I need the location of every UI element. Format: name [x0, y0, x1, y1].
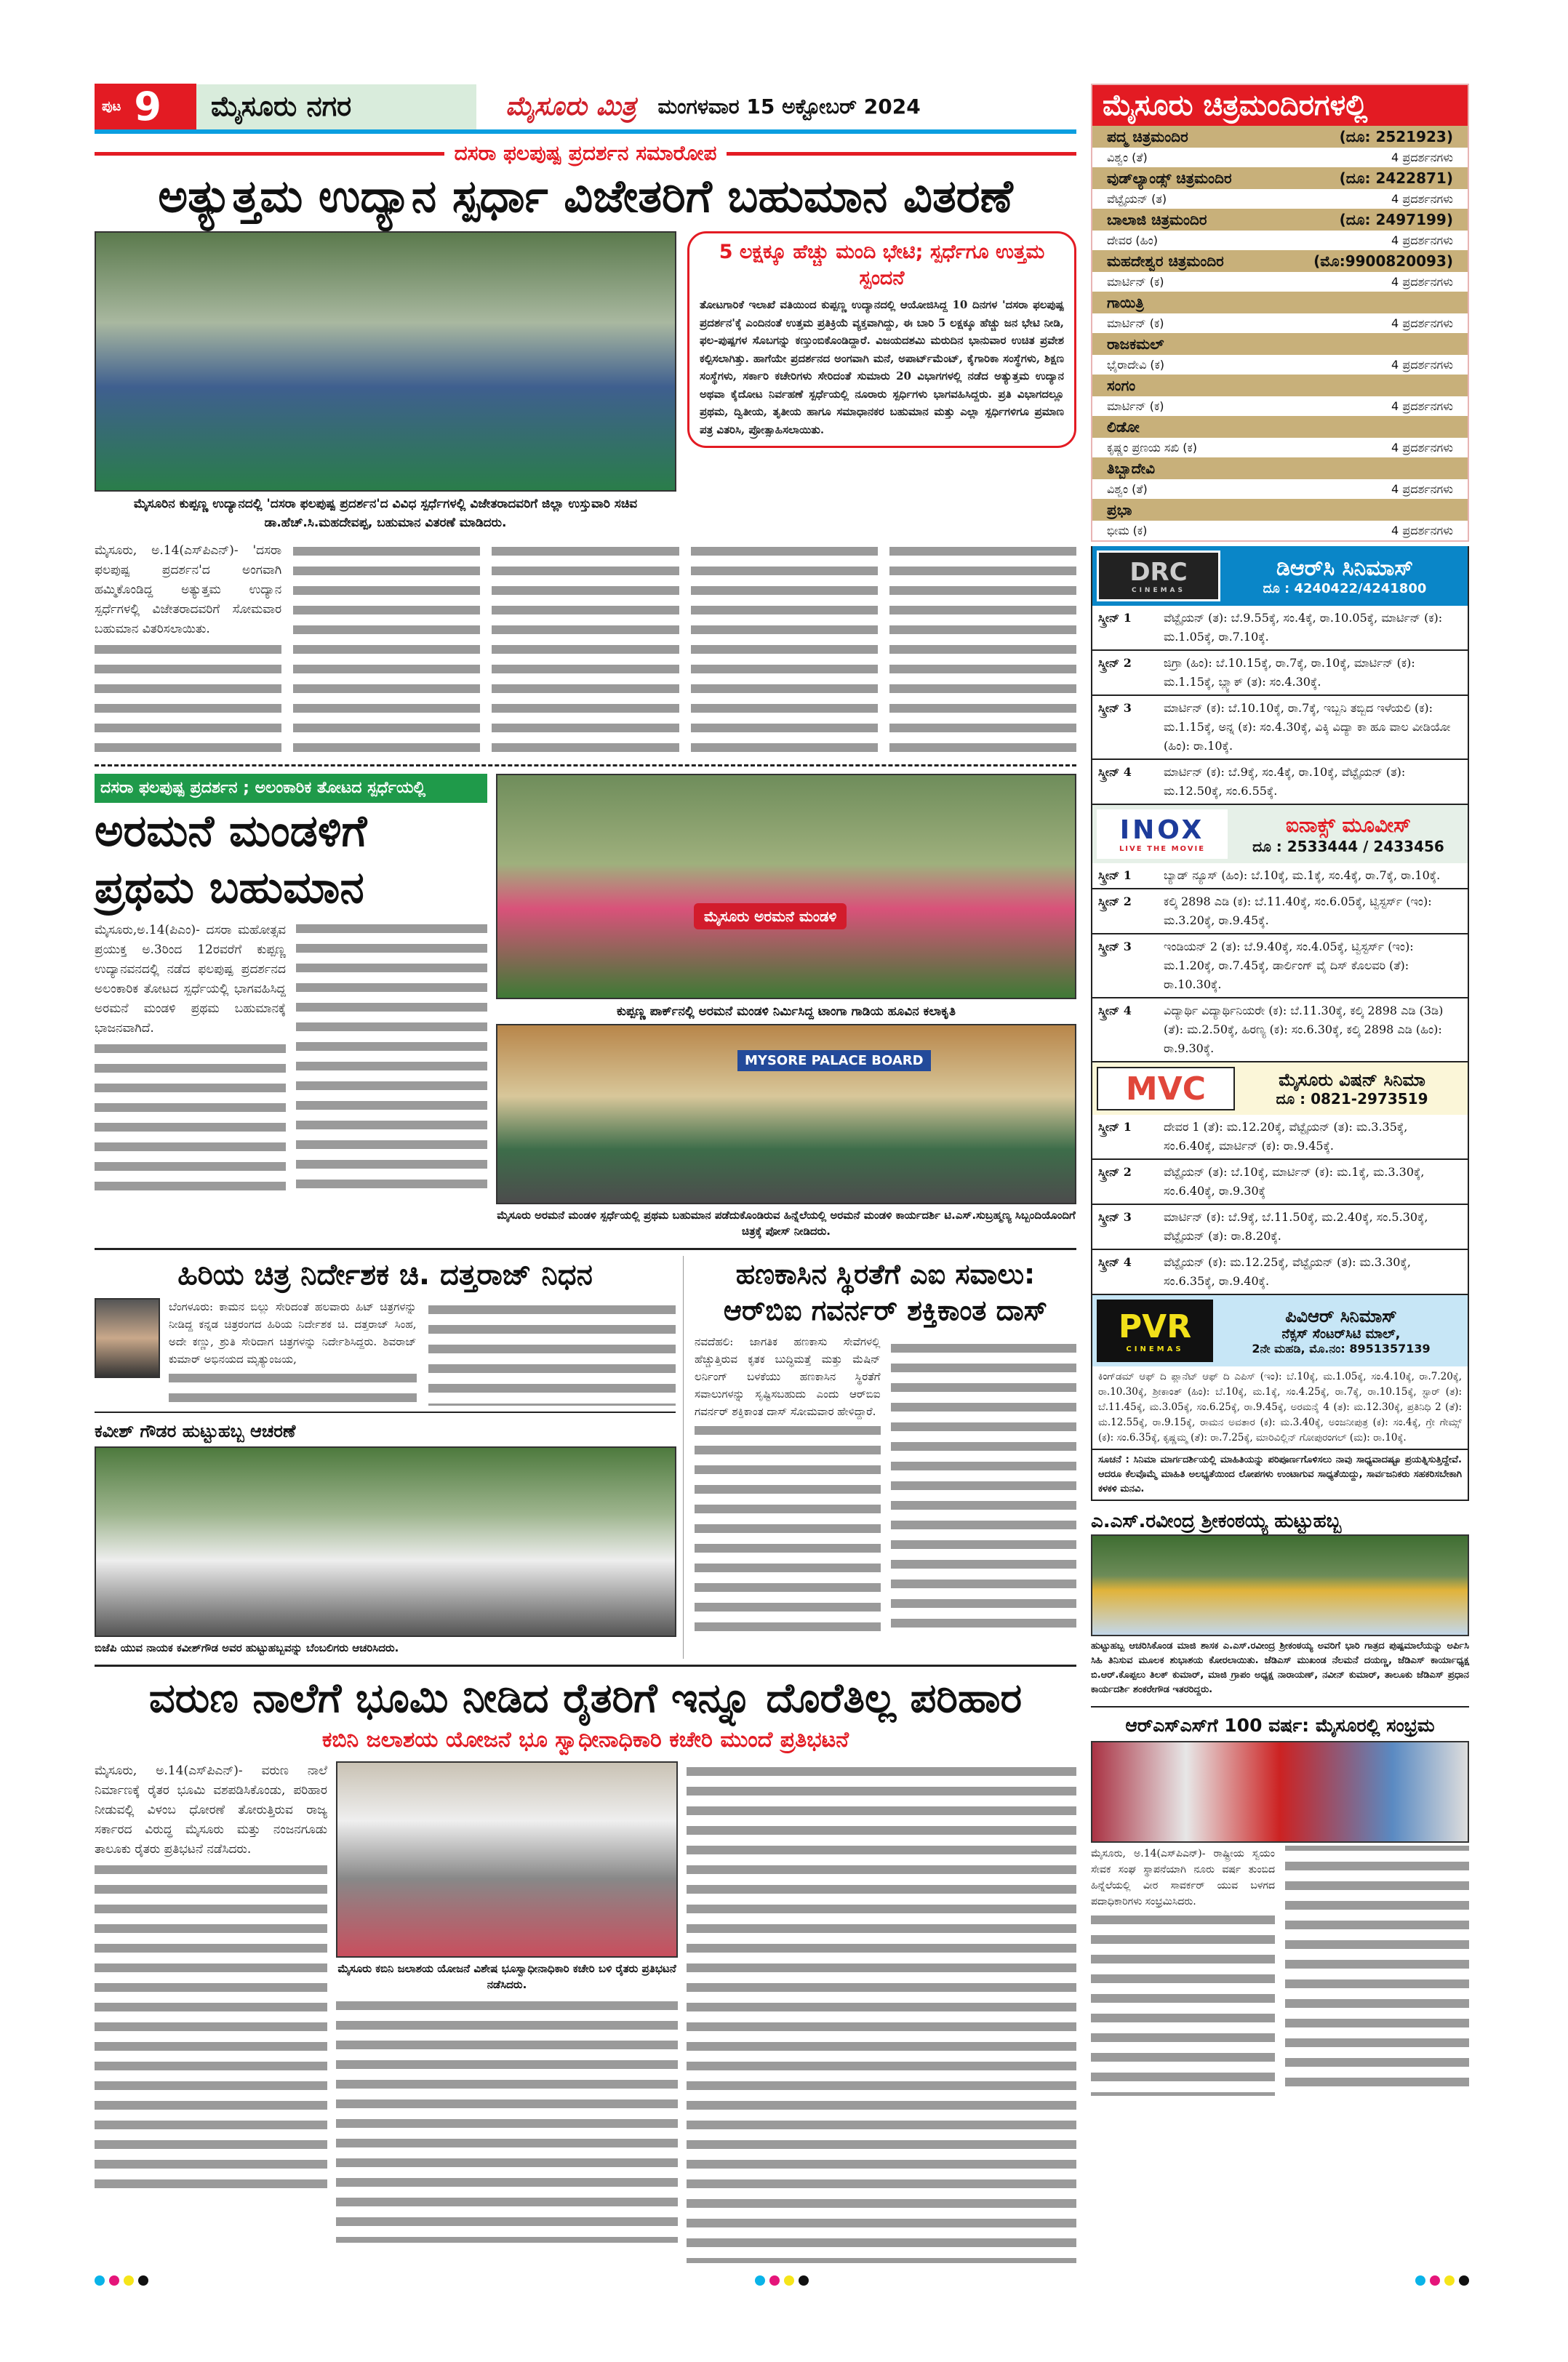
mvc-phone: ದೂ : 0821-2973519: [1276, 1090, 1428, 1108]
story5-headline: ಕವೀಶ್ ಗೌಡರ ಹುಟ್ಟುಹಬ್ಬ ಆಚರಣೆ: [95, 1421, 296, 1441]
story3-headline: ಹಿರಿಯ ಚಿತ್ರ ನಿರ್ದೇಶಕ ಚಿ. ದತ್ತರಾಜ್ ನಿಧನ: [177, 1258, 593, 1292]
theatre-name: ವುಡ್‌ಲ್ಯಾಂಡ್ಸ್ ಚಿತ್ರಮಂದಿರ: [1107, 169, 1232, 187]
pvr-logo-text: PVR: [1118, 1308, 1192, 1345]
theatre-phone: (ದೂ: 2521923): [1339, 128, 1453, 145]
screen-number: ಸ್ಕ್ರೀನ್ 2: [1098, 1165, 1132, 1179]
story6-body-cols: [336, 1995, 678, 2243]
show-count: 4 ಪ್ರದರ್ಶನಗಳು: [1391, 191, 1453, 206]
story1-box: [687, 231, 1076, 448]
story4-headline-2: ಆರ್‌ಬಿಐ ಗವರ್ನರ್ ಶಕ್ತಿಕಾಂತ ದಾಸ್: [723, 1294, 1048, 1326]
pvr-phone: 2ನೇ ಮಹಡಿ, ಮೊ.ನಂ: 8951357139: [1252, 1341, 1431, 1356]
theatre-name: ಪದ್ಮ ಚಿತ್ರಮಂದಿರ: [1107, 128, 1188, 145]
story1-kicker: ದಸರಾ ಫಲಪುಷ್ಪ ಪ್ರದರ್ಶನ ಸಮಾರೋಪ: [454, 141, 717, 165]
drc-logo-sub: CINEMAS: [1131, 587, 1186, 594]
story6-photo-group: [336, 1761, 678, 2243]
screen-row: [1092, 1250, 1468, 1295]
screen-showtimes: ಕಲ್ಕಿ 2898 ಎಡಿ (ಕ): ಬೆ.11.40ಕ್ಕೆ, ಸಂ.6.05ಕ್ಕೆ, ಟ್ವಿಸ್ಟರ್ಸ್ (ಇಂ): ಮ.3.20ಕ್ಕೆ, ರಾ.9.45ಕ್ಕೆ.: [1164, 894, 1432, 927]
inox-logo-text: INOX: [1119, 815, 1205, 845]
pvr-logo-sub: CINEMAS: [1126, 1345, 1184, 1353]
masthead: [95, 84, 1076, 134]
story1-kicker-row: [95, 141, 1076, 166]
pvr-block: [1091, 1295, 1469, 1501]
theatre-name: ತಿಬ್ಬಾದೇವಿ: [1107, 460, 1155, 477]
story6-body-lead: ಮೈಸೂರು, ಅ.14(ಎಸ್‌ಪಿಎನ್)- ವರುಣ ನಾಲೆ ನಿರ್ಮಾಣಕ್ಕೆ ರೈತರ ಭೂಮಿ ವಶಪಡಿಸಿಕೊಂಡು, ಪರಿಹಾರ ನೀಡುವಲ್ಲಿ ವಿಳಂಬ ಧೋರಣೆ ತೋರುತ್ತಿರುವ ರಾಜ್ಯ ಸರ್ಕಾರದ ವಿರುದ್ಧ ಮೈಸೂರು ಮತ್ತು ನಂಜನಗೂಡು ತಾಲೂಕು ರೈತರು ಪ್ರತಿಭಟನೆ ನಡೆಸಿದರು.: [95, 1764, 327, 1857]
theatre-name-row: [1092, 457, 1468, 479]
theatre-name-row: [1092, 333, 1468, 355]
movie-title: ಮಾರ್ಟಿನ್ (ಕ): [1107, 274, 1164, 289]
theatre-name: ಲಿಡೋ: [1107, 418, 1140, 436]
palace-board-banner: MYSORE PALACE BOARD: [737, 1050, 931, 1071]
story2-body: [95, 921, 487, 1198]
story2-headline-1: ಅರಮನೆ ಮಂಡಳಿಗೆ: [95, 806, 367, 857]
inox-tagline: LIVE THE MOVIE: [1119, 845, 1206, 853]
divider: [1091, 1706, 1469, 1708]
screen-row: [1092, 863, 1468, 889]
theatre-name: ಪ್ರಭಾ: [1107, 501, 1132, 519]
section-divider: [95, 764, 1076, 766]
show-count: 4 ಪ್ರದರ್ಶನಗಳು: [1391, 399, 1453, 413]
story1-box-title: 5 ಲಕ್ಷಕ್ಕೂ ಹೆಚ್ಚು ಮಂದಿ ಭೇಟಿ; ಸ್ಪರ್ಧೆಗೂ ಉತ್ತಮ ಸ್ಪಂದನೆ: [719, 241, 1045, 289]
story4-headline-1: ಹಣಕಾಸಿನ ಸ್ಥಿರತೆಗೆ ಎಐ ಸವಾಲು:: [735, 1258, 1036, 1290]
mvc-name: ಮೈಸೂರು ವಿಷನ್ ಸಿನಿಮಾ: [1279, 1070, 1425, 1090]
drc-phone: ದೂ : 4240422/4241800: [1263, 581, 1427, 596]
story2-kicker: ದಸರಾ ಫಲಪುಷ್ಪ ಪ್ರದರ್ಶನ ; ಅಲಂಕಾರಿಕ ತೋಟದ ಸ್ಪರ್ಧೆಯಲ್ಲಿ: [95, 774, 487, 803]
movie-title: ವಿಶ್ವಂ (ತೆ): [1107, 481, 1148, 496]
kicker-rule: [727, 152, 1076, 156]
theatre-name: ರಾಜಕಮಲ್: [1107, 335, 1164, 353]
movie-title: ಭೀಮ (ಕ): [1107, 523, 1148, 537]
theatre-name-row: [1092, 375, 1468, 396]
drc-name: ಡಿಆರ್‌ಸಿ ಸಿನಿಮಾಸ್: [1276, 556, 1414, 581]
story2-text-group: [95, 774, 495, 1198]
story2-photo-tonga: [496, 774, 1076, 999]
story3-content: [95, 1298, 676, 1406]
show-count: 4 ಪ್ರದರ್ಶನಗಳು: [1391, 440, 1453, 455]
mvc-header: [1092, 1062, 1468, 1115]
kicker-rule: [95, 152, 444, 156]
story1-box-text: ತೋಟಗಾರಿಕೆ ಇಲಾಖೆ ವತಿಯಿಂದ ಕುಪ್ಪಣ್ಣ ಉದ್ಯಾನದಲ್ಲಿ ಆಯೋಜಿಸಿದ್ದ 10 ದಿನಗಳ 'ದಸರಾ ಫಲಪುಷ್ಪ ಪ್ರದರ್ಶನ'ಕ್ಕೆ ಎಂದಿನಂತೆ ಉತ್ತಮ ಪ್ರತಿಕ್ರಿಯೆ ವ್ಯಕ್ತವಾಗಿದ್ದು, ಈ ಬಾರಿ 5 ಲಕ್ಷಕ್ಕೂ ಹೆಚ್ಚು ಜನ ಭೇಟಿ ನೀಡಿ, ಫಲ-ಪುಷ್ಪಗಳ ಸೊಬಗನ್ನು ಕಣ್ತುಂಬಿಕೊಂಡಿದ್ದಾರೆ. ವಿಜಯದಶಮಿ ಮರುದಿನ ಭಾನುವಾರ ಉಚಿತ ಪ್ರವೇಶ ಕಲ್ಪಿಸಲಾಗಿತ್ತು. ಹಾಗೆಯೇ ಪ್ರದರ್ಶನದ ಅಂಗವಾಗಿ ಮನೆ, ಅಪಾರ್ಟ್‌ಮೆಂಟ್, ಕೈಗಾರಿಕಾ ಸಂಸ್ಥೆಗಳು, ಶಿಕ್ಷಣ ಸಂಸ್ಥೆಗಳು, ಸರ್ಕಾರಿ ಕಚೇರಿಗಳು ಸೇರಿದಂತೆ ಸುಮಾರು 20 ವಿಭಾಗಗಳಲ್ಲಿ ನಡೆದ ಅತ್ಯುತ್ತಮ ಉದ್ಯಾನ ಅಥವಾ ಕೈದೋಟ ನಿರ್ವಹಣೆ ಸ್ಪರ್ಧೆಯಲ್ಲಿ ನೂರಾರು ಸ್ಪರ್ಧಿಗಳು ಭಾಗವಹಿಸಿದ್ದರು. ಪ್ರತಿ ವಿಭಾಗದಲ್ಲೂ ಪ್ರಥಮ, ದ್ವಿತೀಯ, ತೃತೀಯ ಹಾಗೂ ಸಮಾಧಾನಕರ ಬಹುಮಾನ ಮತ್ತು ಎಲ್ಲಾ ಸ್ಪರ್ಧಿಗಳಿಗೂ ಪ್ರಮಾಣ ಪತ್ರ ವಿತರಿಸಿ, ಪ್ರೋತ್ಸಾಹಿಸಲಾಯಿತು.: [700, 298, 1064, 436]
page-tag: [95, 84, 196, 129]
movie-title: ಮಾರ್ಟಿನ್ (ಕ): [1107, 399, 1164, 413]
screen-number: ಸ್ಕ್ರೀನ್ 1: [1098, 868, 1132, 882]
mvc-screens: [1092, 1115, 1468, 1295]
screen-number: ಸ್ಕ್ರೀನ್ 1: [1098, 611, 1132, 625]
story2-headline-2: ಪ್ರಥಮ ಬಹುಮಾನ: [95, 862, 364, 913]
portrait-photo: [95, 1298, 160, 1378]
theatre-name-row: [1092, 209, 1468, 231]
theatre-name: ಸಂಗಂ: [1107, 377, 1136, 394]
screen-row: [1092, 760, 1468, 805]
screen-row: [1092, 998, 1468, 1062]
theatre-list: [1092, 126, 1468, 540]
theatre-name: ಮಹದೇಶ್ವರ ಚಿತ್ರಮಂದಿರ: [1107, 252, 1224, 270]
movie-title: ಕೃಷ್ಣಂ ಪ್ರಣಯ ಸಖಿ (ಕ): [1107, 440, 1197, 455]
inox-phone: ದೂ : 2533444 / 2433456: [1252, 838, 1444, 855]
screen-number: ಸ್ಕ್ರೀನ್ 3: [1098, 701, 1132, 715]
screen-showtimes: ವೆಟ್ಟೈಯನ್ (ತ): ಬೆ.10ಕ್ಕೆ, ಮಾರ್ಟಿನ್ (ಕ): ಮ.1ಕ್ಕೆ, ಮ.3.30ಕ್ಕೆ, ಸಂ.6.40ಕ್ಕೆ, ರಾ.9.30ಕ್ಕೆ: [1164, 1165, 1425, 1198]
theatre-name-row: [1092, 250, 1468, 272]
pvr-name: ಪಿವಿಆರ್ ಸಿನಿಮಾಸ್: [1285, 1305, 1397, 1326]
show-count: 4 ಪ್ರದರ್ಶನಗಳು: [1391, 523, 1453, 537]
issue-date: ಮಂಗಳವಾರ 15 ಅಕ್ಟೋಬರ್ 2024: [657, 94, 921, 119]
story7-headline: ಎ.ಎಸ್.ರವೀಂದ್ರ ಶ್ರೀಕಂಠಯ್ಯ ಹುಟ್ಟುಹಬ್ಬ: [1091, 1510, 1342, 1532]
page-label: ಪುಟ: [102, 99, 121, 114]
page-number: 9: [134, 84, 161, 129]
registration-marks-left: [95, 2275, 153, 2289]
mvc-block: [1091, 1062, 1469, 1295]
theatre-name-row: [1092, 499, 1468, 521]
mvc-logo: MVC: [1097, 1067, 1235, 1110]
show-count: 4 ಪ್ರದರ್ಶನಗಳು: [1391, 233, 1453, 247]
drc-title-group: [1226, 556, 1463, 596]
theatre-show-row: [1092, 231, 1468, 250]
story4-group: [684, 1256, 1076, 1631]
story6-body-left: [95, 1761, 327, 2194]
story2-photo-group-shot: [496, 1024, 1076, 1204]
story5-photo: [95, 1446, 676, 1637]
inox-name: ಐನಾಕ್ಸ್ ಮೂವೀಸ್: [1285, 813, 1412, 837]
story1-headline: ಅತ್ಯುತ್ತಮ ಉದ್ಯಾನ ಸ್ಪರ್ಧಾ ವಿಜೇತರಿಗೆ ಬಹುಮಾನ ವಿತರಣೆ: [158, 169, 1013, 223]
screen-number: ಸ್ಕ್ರೀನ್ 1: [1098, 1120, 1132, 1134]
screen-showtimes: ಇಂಡಿಯನ್ 2 (ತ): ಬೆ.9.40ಕ್ಕೆ, ಸಂ.4.05ಕ್ಕೆ, ಟ್ವಿಸ್ಟರ್ಸ್ (ಇಂ): ಮ.1.20ಕ್ಕೆ, ರಾ.7.45ಕ್ಕೆ, ಡಾರ್ಲಿಂಗ್ ವೈ ದಿಸ್ ಕೊಲವರಿ (ತೆ): ರಾ.10.30ಕ್ಕೆ.: [1164, 940, 1414, 991]
story6-body-right: [687, 1761, 1076, 2263]
divider: [95, 1665, 1076, 1667]
story6-subhead: ಕಬಿನಿ ಜಲಾಶಯ ಯೋಜನೆ ಭೂ ಸ್ವಾಧೀನಾಧಿಕಾರಿ ಕಚೇರಿ ಮುಂದೆ ಪ್ರತಿಭಟನೆ: [321, 1727, 849, 1753]
theatre-name-row: [1092, 416, 1468, 438]
story3-5-group: [95, 1256, 684, 1659]
right-column: [1091, 84, 1469, 2096]
story3-body: [169, 1298, 676, 1406]
show-count: 4 ಪ್ರದರ್ಶನಗಳು: [1391, 481, 1453, 496]
palace-board-sign: ಮೈಸೂರು ಅರಮನೆ ಮಂಡಳಿ: [694, 903, 847, 929]
screen-number: ಸ್ಕ್ರೀನ್ 4: [1098, 765, 1132, 779]
screen-row: [1092, 934, 1468, 998]
theatre-show-row: [1092, 438, 1468, 457]
story7-caption: ಹುಟ್ಟುಹಬ್ಬ ಆಚರಿಸಿಕೊಂಡ ಮಾಜಿ ಶಾಸಕ ಎ.ಎಸ್.ರವೀಂದ್ರ ಶ್ರೀಕಂಠಯ್ಯ ಅವರಿಗೆ ಭಾರಿ ಗಾತ್ರದ ಪುಷ್ಪಮಾಲೆಯನ್ನು ಅರ್ಪಿಸಿ ಸಿಹಿ ತಿನಿಸುವ ಮೂಲಕ ಶುಭಾಶಯ ಕೋರಲಾಯಿತು. ಜೆಡಿಎಸ್ ಮುಖಂಡ ನೆಲಮನೆ ದಯಣ್ಣ, ಜೆಡಿಎಸ್ ಕಾರ್ಯಾಧ್ಯಕ್ಷ ಬಿ.ಆರ್.ಕೊಪ್ಪಲು ತಿಲಕ್ ಕುಮಾರ್, ಮಾಜಿ ಗ್ರಾಪಂ ಅಧ್ಯಕ್ಷ ನಾರಾಯಣ್, ನವೀನ್ ಕುಮಾರ್, ತಾಲೂಕು ಜೆಡಿಎಸ್ ಪ್ರಧಾನ ಕಾರ್ಯದರ್ಶಿ ಶಂಕರೇಗೌಡ ಇತರರಿದ್ದರು.: [1091, 1641, 1469, 1695]
screen-row: [1092, 889, 1468, 934]
registration-marks-right: [1415, 2275, 1473, 2289]
story6-photo: [336, 1761, 678, 1958]
story4-body-lead: ನವದೆಹಲಿ: ಜಾಗತಿಕ ಹಣಕಾಸು ಸೇವೆಗಳಲ್ಲಿ ಹೆಚ್ಚುತ್ತಿರುವ ಕೃತಕ ಬುದ್ಧಿಮತ್ತೆ ಮತ್ತು ಮೆಷಿನ್ ಲರ್ನಿಂಗ್ ಬಳಕೆಯು ಹಣಕಾಸಿನ ಸ್ಥಿರತೆಗೆ ಸವಾಲುಗಳನ್ನು ಸೃಷ್ಟಿಸಬಹುದು ಎಂದು ಆರ್‌ಬಿಐ ಗವರ್ನರ್ ಶಕ್ತಿಕಾಂತ ದಾಸ್ ಸೋಮವಾರ ಹೇಳಿದ್ದಾರೆ.: [695, 1335, 881, 1418]
story2-photo2-caption: ಮೈಸೂರು ಅರಮನೆ ಮಂಡಳಿ ಸ್ಪರ್ಧೆಯಲ್ಲಿ ಪ್ರಥಮ ಬಹುಮಾನ ಪಡೆದುಕೊಂಡಿರುವ ಹಿನ್ನೆಲೆಯಲ್ಲಿ ಅರಮನೆ ಮಂಡಳಿ ಕಾರ್ಯದರ್ಶಿ ಟಿ.ಎಸ್.ಸುಬ್ರಹ್ಮಣ್ಯ ಸಿಬ್ಬಂದಿಯೊಂದಿಗೆ ಚಿತ್ರಕ್ಕೆ ಪೋಸ್ ನೀಡಿದರು.: [497, 1209, 1076, 1238]
theatre-show-row: [1092, 313, 1468, 333]
divider: [95, 1248, 1076, 1250]
theatre-show-row: [1092, 355, 1468, 375]
theatre-name-row: [1092, 126, 1468, 148]
movie-title: ವೆಟ್ಟೈಯನ್ (ತ): [1107, 191, 1167, 206]
screen-number: ಸ್ಕ್ರೀನ್ 2: [1098, 656, 1132, 670]
screen-row: [1092, 651, 1468, 696]
drc-screens: [1092, 606, 1468, 805]
theatre-phone: (ದೂ: 2422871): [1339, 169, 1453, 187]
drc-header: [1092, 546, 1468, 606]
pvr-listing: ಕಿಂಗ್‌ಡಮ್ ಆಫ್ ದಿ ಪ್ಲಾನೆಟ್ ಆಫ್ ದಿ ಎಪಿಸ್ (ಇಂ): ಬೆ.10ಕ್ಕೆ, ಮ.1.05ಕ್ಕೆ, ಸಂ.4.10ಕ್ಕೆ, ರಾ.7.20ಕ್ಕೆ, ರಾ.10.30ಕ್ಕೆ, ಶ್ರೀಕಾಂತ್ (ಹಿಂ): ಬೆ.10ಕ್ಕೆ, ಮ.1ಕ್ಕೆ, ಸಂ.4.25ಕ್ಕೆ, ರಾ.7ಕ್ಕೆ, ರಾ.10.15ಕ್ಕೆ, ಸ್ಟಾರ್ (ತ): ಬೆ.11.45ಕ್ಕೆ, ಮ.3.05ಕ್ಕೆ, ಸಂ.6.25ಕ್ಕೆ, ರಾ.9.45ಕ್ಕೆ, ಅರಮನೈ 4 (ತ): ಮ.12.30ಕ್ಕೆ, ಪ್ರತಿನಿಧಿ 2 (ತೆ): ಮ.12.55ಕ್ಕೆ, ರಾ.9.15ಕ್ಕೆ, ರಾಮನ ಅವತಾರ (ಕ): ಮ.3.40ಕ್ಕೆ, ಅಂಜನೀಪುತ್ರ (ಕ): ಸಂ.4ಕ್ಕೆ, ಗ್ರೇ ಗೇಮ್ಸ್ (ಕ): ಸಂ.6.35ಕ್ಕೆ, ಕೃಷ್ಣಮ್ಮ (ತೆ): ರಾ.7.25ಕ್ಕೆ, ಮಾರಿವಿಲ್ಲಿನ್ ಗೋಪುರಂಗಲ್ (ಮ): ರಾ.10ಕ್ಕೆ.: [1092, 1366, 1468, 1450]
theatre-show-row: [1092, 148, 1468, 167]
story1-photo: [95, 231, 676, 492]
pvr-title-group: [1219, 1306, 1463, 1356]
story2-body-lead: ಮೈಸೂರು,ಅ.14(ಪಿಎಂ)- ದಸರಾ ಮಹೋತ್ಸವ ಪ್ರಯುಕ್ತ ಅ.3ರಿಂದ 12ರವರೆಗೆ ಕುಪ್ಪಣ್ಣ ಉದ್ಯಾನವನದಲ್ಲಿ ನಡೆದ ಫಲಪುಷ್ಪ ಪ್ರದರ್ಶನದ ಅಲಂಕಾರಿಕ ತೋಟದ ಸ್ಪರ್ಧೆಯಲ್ಲಿ ಭಾಗವಹಿಸಿದ್ದ ಅರಮನೆ ಮಂಡಳಿ ಪ್ರಥಮ ಬಹುಮಾನಕ್ಕೆ ಭಾಜನವಾಗಿದೆ.: [95, 923, 286, 1036]
theatre-show-row: [1092, 189, 1468, 209]
story1-photo-group: [95, 231, 676, 535]
screen-row: [1092, 1160, 1468, 1205]
theatre-show-row: [1092, 479, 1468, 499]
story1-row: [95, 231, 1076, 535]
main-column: [95, 84, 1076, 2263]
inox-title-group: [1233, 813, 1463, 855]
theatre-guide-title: ಮೈಸೂರು ಚಿತ್ರಮಂದಿರಗಳಲ್ಲಿ: [1092, 85, 1468, 126]
drc-logo: [1097, 551, 1220, 601]
drc-logo-text: DRC: [1129, 558, 1188, 587]
show-count: 4 ಪ್ರದರ್ಶನಗಳು: [1391, 316, 1453, 330]
registration-marks-center: [755, 2275, 813, 2289]
paper-logo: ಮೈಸೂರು ಮಿತ್ರ: [505, 91, 636, 121]
story4-body: [695, 1333, 1076, 1631]
story8-photo: [1091, 1741, 1469, 1843]
theatre-show-row: [1092, 272, 1468, 292]
theatre-name-row: [1092, 292, 1468, 313]
theatre-guide: [1091, 84, 1469, 542]
newspaper-page: [95, 84, 1473, 2263]
theatre-phone: (ದೂ: 2497199): [1339, 211, 1453, 228]
screen-showtimes: ವೆಟ್ಟೈಯನ್ (ತ): ಬೆ.9.55ಕ್ಕೆ, ಸಂ.4ಕ್ಕೆ, ರಾ.10.05ಕ್ಕೆ, ಮಾರ್ಟಿನ್ (ಕ): ಮ.1.05ಕ್ಕೆ, ರಾ.7.10ಕ್ಕೆ.: [1164, 611, 1443, 644]
story8-body-lead: ಮೈಸೂರು, ಅ.14(ಎಸ್‌ಪಿಎನ್)- ರಾಷ್ಟ್ರೀಯ ಸ್ವಯಂ ಸೇವಕ ಸಂಘ ಸ್ಥಾಪನೆಯಾಗಿ ನೂರು ವರ್ಷ ತುಂಬಿದ ಹಿನ್ನೆಲೆಯಲ್ಲಿ ವೀರ ಸಾವರ್ಕರ್ ಯುವ ಬಳಗದ ಪದಾಧಿಕಾರಿಗಳು ಸಂಭ್ರಮಿಸಿದರು.: [1091, 1848, 1275, 1907]
inox-logo: [1097, 809, 1228, 859]
theatre-name-row: [1092, 167, 1468, 189]
theatre-show-row: [1092, 396, 1468, 416]
story3-4-row: [95, 1256, 1076, 1659]
divider: [95, 1412, 676, 1413]
screen-showtimes: ದೇವರ 1 (ತೆ): ಮ.12.20ಕ್ಕೆ, ವೆಟ್ಟೈಯನ್ (ತ): ಮ.3.35ಕ್ಕೆ, ಸಂ.6.40ಕ್ಕೆ, ಮಾರ್ಟಿನ್ (ಕ): ರಾ.9.45ಕ್ಕೆ.: [1164, 1120, 1408, 1153]
screen-showtimes: ವೆಟ್ಟೈಯನ್ (ಕ): ಮ.12.25ಕ್ಕೆ, ವೆಟ್ಟೈಯನ್ (ತ): ಮ.3.30ಕ್ಕೆ, ಸಂ.6.35ಕ್ಕೆ, ರಾ.9.40ಕ್ಕೆ.: [1164, 1255, 1411, 1288]
story6-caption: ಮೈಸೂರು ಕಬಿನಿ ಜಲಾಶಯ ಯೋಜನೆ ವಿಶೇಷ ಭೂಸ್ವಾಧೀನಾಧಿಕಾರಿ ಕಚೇರಿ ಬಳಿ ರೈತರು ಪ್ರತಿಭಟನೆ ನಡೆಸಿದರು.: [337, 1962, 676, 1991]
story6-row: [95, 1761, 1076, 2263]
screen-showtimes: ಮಾರ್ಟಿನ್ (ಕ): ಬೆ.10.10ಕ್ಕೆ, ರಾ.7ಕ್ಕೆ, ಇಬ್ಬನಿ ತಬ್ಬಿದ ಇಳೆಯಲಿ (ಕ): ಮ.1.15ಕ್ಕೆ, ಅನ್ನ (ಕ): ಸಂ.4.30ಕ್ಕೆ, ವಿಕ್ಕಿ ವಿದ್ಯಾ ಕಾ ಹೂ ವಾಲ ವೀಡಿಯೋ (ಹಿಂ): ರಾ.10ಕ್ಕೆ.: [1164, 701, 1451, 753]
theatre-name: ಗಾಯಿತ್ರಿ: [1107, 294, 1144, 311]
story2-photo1-caption: ಕುಪ್ಪಣ್ಣ ಪಾರ್ಕ್‌ನಲ್ಲಿ ಅರಮನೆ ಮಂಡಳಿ ನಿರ್ಮಿಸಿದ್ದ ಟಾಂಗಾ ಗಾಡಿಯ ಹೂವಿನ ಕಲಾಕೃತಿ: [616, 1004, 956, 1019]
story1-body: [95, 541, 1076, 757]
show-count: 4 ಪ್ರದರ್ಶನಗಳು: [1391, 357, 1453, 372]
screen-number: ಸ್ಕ್ರೀನ್ 4: [1098, 1004, 1132, 1017]
theatre-phone: (ಮೊ:9900820093): [1313, 252, 1453, 270]
inox-screens: [1092, 863, 1468, 1062]
inox-header: [1092, 805, 1468, 863]
screen-number: ಸ್ಕ್ರೀನ್ 3: [1098, 940, 1132, 953]
story2-photo-group: [496, 774, 1076, 1242]
screen-showtimes: ಮಾರ್ಟಿನ್ (ಕ): ಬೆ.9ಕ್ಕೆ, ಸಂ.4ಕ್ಕೆ, ರಾ.10ಕ್ಕೆ, ವೆಟ್ಟೈಯನ್ (ತ): ಮ.12.50ಕ್ಕೆ, ಸಂ.6.55ಕ್ಕೆ.: [1164, 765, 1406, 798]
screen-number: ಸ್ಕ್ರೀನ್ 2: [1098, 894, 1132, 908]
screen-showtimes: ಬ್ಯಾಡ್ ನ್ಯೂಸ್ (ಹಿಂ): ಬೆ.10ಕ್ಕೆ, ಮ.1ಕ್ಕೆ, ಸಂ.4ಕ್ಕೆ, ರಾ.7ಕ್ಕೆ, ರಾ.10ಕ್ಕೆ.: [1164, 868, 1441, 882]
story1-body-lead: ಮೈಸೂರು, ಅ.14(ಎಸ್‌ಪಿಎನ್)- 'ದಸರಾ ಫಲಪುಷ್ಪ ಪ್ರದರ್ಶನ'ದ ಅಂಗವಾಗಿ ಹಮ್ಮಿಕೊಂಡಿದ್ದ ಅತ್ಯುತ್ತಮ ಉದ್ಯಾನ ಸ್ಪರ್ಧೆಗಳಲ್ಲಿ ವಿಜೇತರಾದವರಿಗೆ ಸೋಮವಾರ ಬಹುಮಾನ ವಿತರಿಸಲಾಯಿತು.: [95, 543, 282, 636]
story7-photo: [1091, 1534, 1469, 1636]
show-count: 4 ಪ್ರದರ್ಶನಗಳು: [1391, 274, 1453, 289]
screen-showtimes: ವಿದ್ಯಾರ್ಥಿ ವಿದ್ಯಾರ್ಥಿನಿಯರೇ (ಕ): ಬೆ.11.30ಕ್ಕೆ, ಕಲ್ಕಿ 2898 ಎಡಿ (3ಡಿ)(ತೆ): ಮ.2.50ಕ್ಕೆ, ಹಿರಣ್ಯ (ಕ): ಸಂ.6.30ಕ್ಕೆ, ಕಲ್ಕಿ 2898 ಎಡಿ (ಹಿಂ): ರಾ.9.30ಕ್ಕೆ.: [1164, 1004, 1444, 1055]
screen-showtimes: ಜಿಗ್ರಾ (ಹಿಂ): ಬೆ.10.15ಕ್ಕೆ, ರಾ.7ಕ್ಕೆ, ರಾ.10ಕ್ಕೆ, ಮಾರ್ಟಿನ್ (ಕ): ಮ.1.15ಕ್ಕೆ, ಬ್ಲ್ಯಾಕ್ (ತ): ಸಂ.4.30ಕ್ಕೆ.: [1164, 656, 1415, 689]
story2-row: [95, 774, 1076, 1242]
movie-title: ದೇವರ (ಹಿಂ): [1107, 233, 1158, 247]
story8-headline: ಆರ್‌ಎಸ್‌ಎಸ್‌ಗೆ 100 ವರ್ಷ: ಮೈಸೂರಲ್ಲಿ ಸಂಭ್ರಮ: [1125, 1715, 1435, 1736]
story3-body-lead: ಬೆಂಗಳೂರು: ಕಾಮನ ಬಿಲ್ಲು ಸೇರಿದಂತೆ ಹಲವಾರು ಹಿಟ್ ಚಿತ್ರಗಳನ್ನು ನೀಡಿದ್ದ ಕನ್ನಡ ಚಿತ್ರರಂಗದ ಹಿರಿಯ ನಿರ್ದೇಶಕ ಚಿ. ದತ್ತರಾಜ್ ಸಿಂಹ, ಅದೇ ಕಣ್ಣು, ಶ್ರುತಿ ಸೇರಿದಾಗ ಚಿತ್ರಗಳನ್ನು ನಿರ್ದೇಶಿಸಿದ್ದರು. ಶಿವರಾಜ್ ಕುಮಾರ್ ಅಭಿನಯದ ಮೃತ್ಯುಂಜಯ,: [169, 1300, 417, 1366]
screen-row: [1092, 696, 1468, 760]
pvr-notice: ಸೂಚನೆ : ಸಿನಿಮಾ ಮಾರ್ಗದರ್ಶಿಯಲ್ಲಿ ಮಾಹಿತಿಯನ್ನು ಪರಿಪೂರ್ಣಗೊಳಿಸಲು ನಾವು ಸಾಧ್ಯವಾದಷ್ಟೂ ಪ್ರಯತ್ನಿಸುತ್ತಿದ್ದೇವೆ. ಆದರೂ ಕೆಲವೊಮ್ಮೆ ಮಾಹಿತಿ ಅಲಭ್ಯತೆಯಿಂದ ಲೋಪಗಳು ಉಂಟಾಗುವ ಸಾಧ್ಯತೆಯಿದ್ದು, ಸಾರ್ವಜನಿಕರು ಸಹಕರಿಸಬೇಕಾಗಿ ಕಳಕಳಿ ಮನವಿ.: [1098, 1454, 1462, 1494]
movie-title: ಭೈರಾದೇವಿ (ಕ): [1107, 357, 1165, 372]
screen-showtimes: ಮಾರ್ಟಿನ್ (ಕ): ಬೆ.9ಕ್ಕೆ, ಬೆ.11.50ಕ್ಕೆ, ಮ.2.40ಕ್ಕೆ, ಸಂ.5.30ಕ್ಕೆ, ವೆಟ್ಟೈಯನ್ (ತ): ರಾ.8.20ಕ್ಕೆ.: [1164, 1210, 1428, 1243]
pvr-header: [1092, 1295, 1468, 1366]
mvc-title-group: [1241, 1070, 1463, 1108]
theatre-name: ಬಾಲಾಜಿ ಚಿತ್ರಮಂದಿರ: [1107, 211, 1207, 228]
pvr-logo: [1097, 1300, 1213, 1362]
story1-caption: ಮೈಸೂರಿನ ಕುಪ್ಪಣ್ಣ ಉದ್ಯಾನದಲ್ಲಿ 'ದಸರಾ ಫಲಪುಷ್ಪ ಪ್ರದರ್ಶನ'ದ ವಿವಿಧ ಸ್ಪರ್ಧೆಗಳಲ್ಲಿ ವಿಜೇತರಾದವರಿಗೆ ಜಿಲ್ಲಾ ಉಸ್ತುವಾರಿ ಸಚಿವ ಡಾ.ಹೆಚ್.ಸಿ.ಮಹದೇವಪ್ಪ, ಬಹುಮಾನ ವಿತರಣೆ ಮಾಡಿದರು.: [133, 497, 638, 530]
story5-caption: ಬಿಜೆಪಿ ಯುವ ನಾಯಕ ಕವೀಶ್‌ಗೌಡ ಅವರ ಹುಟ್ಟುಹಬ್ಬವನ್ನು ಬೆಂಬಲಿಗರು ಆಚರಿಸಿದರು.: [95, 1641, 399, 1654]
screen-row: [1092, 1205, 1468, 1250]
pvr-venue: ನೆಕ್ಸಸ್ ಸೆಂಟರ್‌ಸಿಟಿ ಮಾಲ್,: [1281, 1326, 1401, 1342]
screen-number: ಸ್ಕ್ರೀನ್ 3: [1098, 1210, 1132, 1224]
screen-row: [1092, 1115, 1468, 1160]
story6-headline: ವರುಣ ನಾಲೆಗೆ ಭೂಮಿ ನೀಡಿದ ರೈತರಿಗೆ ಇನ್ನೂ ದೊರೆತಿಲ್ಲ ಪರಿಹಾರ: [148, 1675, 1023, 1722]
inox-block: [1091, 805, 1469, 1062]
movie-title: ವಿಶ್ವಂ (ತೆ): [1107, 150, 1148, 164]
theatre-show-row: [1092, 521, 1468, 540]
show-count: 4 ಪ್ರದರ್ಶನಗಳು: [1391, 150, 1453, 164]
drc-block: [1091, 546, 1469, 805]
movie-title: ಮಾರ್ಟಿನ್ (ಕ): [1107, 316, 1164, 330]
screen-row: [1092, 606, 1468, 651]
screen-number: ಸ್ಕ್ರೀನ್ 4: [1098, 1255, 1132, 1269]
story8-body: [1091, 1846, 1469, 2096]
registration-marks: [95, 2275, 1473, 2289]
section-name: ಮೈಸೂರು ನಗರ: [196, 84, 476, 129]
